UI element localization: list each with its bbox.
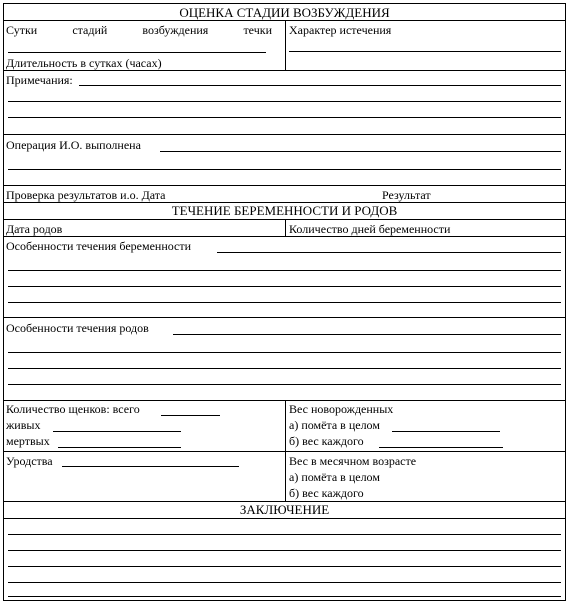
pregnancy-days-label: Количество дней беременности <box>289 222 451 236</box>
conclusion-section-title: ЗАКЛЮЧЕНИЕ <box>239 502 330 517</box>
puppies-alive-field[interactable] <box>53 431 181 432</box>
discharge-label: Характер истечения <box>289 23 392 37</box>
row-divider <box>4 134 565 135</box>
puppies-total-label: Количество щенков: всего <box>6 402 140 416</box>
newborn-litter-field[interactable] <box>392 431 500 432</box>
newborn-each-label: б) вес каждого <box>289 434 364 448</box>
notes-line[interactable] <box>8 101 561 102</box>
puppies-dead-label: мертвых <box>6 434 50 448</box>
pregnancy-features-label: Особенности течения беременности <box>6 239 192 253</box>
check-result-label: Результат <box>382 188 431 202</box>
birth-features-field[interactable] <box>173 334 561 335</box>
conclusion-line[interactable] <box>8 550 561 551</box>
conclusion-line[interactable] <box>8 596 561 597</box>
notes-line[interactable] <box>79 85 561 86</box>
newborn-litter-label: а) помёта в целом <box>289 418 380 432</box>
estrus-section-title: ОЦЕНКА СТАДИИ ВОЗБУЖДЕНИЯ <box>179 5 390 20</box>
newborn-weight-label: Вес новорожденных <box>289 402 394 416</box>
row-divider <box>4 236 565 237</box>
estrus-day-field[interactable] <box>8 52 266 53</box>
operation-field[interactable] <box>160 151 561 152</box>
month-litter-label: а) помёта в целом <box>289 470 380 484</box>
discharge-field[interactable] <box>289 51 561 52</box>
record-form <box>3 3 566 601</box>
conclusion-line[interactable] <box>8 534 561 535</box>
pregnancy-section-title: ТЕЧЕНИЕ БЕРЕМЕННОСТИ И РОДОВ <box>171 203 398 218</box>
check-date-label: Проверка результатов и.о. Дата <box>6 188 166 202</box>
notes-label: Примечания: <box>6 73 73 87</box>
pregnancy-features-line[interactable] <box>8 270 561 271</box>
estrus-duration-label: Длительность в сутках (часах) <box>6 56 162 70</box>
puppies-total-field[interactable] <box>161 415 220 416</box>
pregnancy-features-line[interactable] <box>8 302 561 303</box>
birth-features-line[interactable] <box>8 384 561 385</box>
pregnancy-features-line[interactable] <box>8 286 561 287</box>
puppies-alive-label: живых <box>6 418 41 432</box>
operation-label: Операция И.О. выполнена <box>6 138 141 152</box>
estrus-day-label: Сутки стадий возбуждения течки <box>6 23 272 37</box>
column-divider <box>285 219 286 236</box>
conclusion-line[interactable] <box>8 582 561 583</box>
month-weight-label: Вес в месячном возрасте <box>289 454 417 468</box>
pregnancy-features-field[interactable] <box>217 252 561 253</box>
row-divider <box>4 317 565 318</box>
deformities-field[interactable] <box>62 466 239 467</box>
row-divider <box>4 451 565 452</box>
month-each-label: б) вес каждого <box>289 486 364 500</box>
birth-date-label: Дата родов <box>6 222 63 236</box>
birth-features-line[interactable] <box>8 368 561 369</box>
puppies-dead-field[interactable] <box>58 447 181 448</box>
birth-features-line[interactable] <box>8 352 561 353</box>
row-divider <box>4 518 565 519</box>
operation-line[interactable] <box>8 169 561 170</box>
column-divider <box>285 20 286 70</box>
deformities-label: Уродства <box>6 454 53 468</box>
birth-features-label: Особенности течения родов <box>6 321 149 335</box>
row-divider <box>4 185 565 186</box>
notes-line[interactable] <box>8 117 561 118</box>
newborn-each-field[interactable] <box>379 447 503 448</box>
conclusion-line[interactable] <box>8 566 561 567</box>
row-divider <box>4 70 565 71</box>
